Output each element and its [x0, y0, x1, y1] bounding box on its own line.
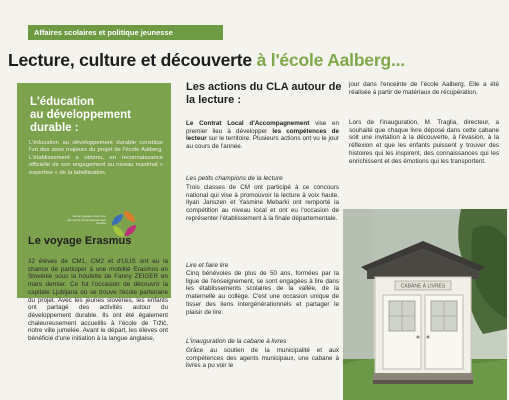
page-title — [8, 50, 508, 71]
cla-intro — [186, 120, 339, 151]
sustainability-title-line: L'éducation — [30, 96, 95, 108]
cla-intro-text-2: sur le territoire. Plusieurs actions ont vu le jour au cours de l'année. — [186, 135, 339, 151]
col3-paragraph-1: jour dans l'enceinte de l'école Aalberg. Elle a été réalisée à partir de matériaux de récupération. — [349, 81, 499, 96]
cabin-sign: CABANE À LIVRES — [400, 283, 446, 290]
headline-accent: à l'école Aalberg... — [256, 50, 405, 70]
section-tag: Affaires scolaires et politique jeunesse — [28, 25, 223, 40]
book-cabin-photo — [343, 209, 507, 400]
inauguration-text: Grâce au soutien de la municipalité et aux compétences des agents municipaux, une cabane à livres a pu voir le — [186, 347, 339, 370]
cla-intro-bold: Le Contrat Local d'Accompagnement — [186, 120, 310, 127]
sustainability-title-line: durable : — [30, 122, 79, 134]
cla-intro-bold-2: les compétences de lecteur — [186, 127, 339, 143]
sustainability-title — [30, 96, 131, 135]
headline-main: Lecture, culture et découverte — [8, 50, 257, 70]
cla-heading: Les actions du CLA autour de la lecture : — [186, 81, 342, 106]
col3-paragraph-2: Lors de l'inauguration, M. Traglia, directeur, a souhaité que chaque livre déposé dans cette cabane soit une invitation à la découverte, à l'évasion, à la réflexion et que les enfants puissent y trouver des histoires qui les inspirent, des connaissances qui les enrichissent et des émotions qui les transportent. — [349, 119, 499, 165]
subhead-champions: Les petits champions de la lecture — [186, 175, 283, 182]
lire-text: Cinq bénévoles de plus de 50 ans, formées par la ligue de l'enseignement, se sont engagées à lire dans les établissements scolaires de la vallée, de la maternelle au collège. C'est une occasion unique de tisser des liens intergénérationnels et partager le plaisir de lire. — [186, 270, 339, 316]
champions-text: Trois classes de CM ont participé à ce concours national qui vise à promouvoir la lecture à voix haute. Ilyan Janszen et Yasmine Mebarki ont remporté la compétition au niveau local et ont eu l'occasion de représenter l'établissement à la finale départementale. — [186, 184, 339, 222]
erasmus-text: 32 élèves de CM1, CM2 et d'ULIS ont eu la chance de participer à une mobilité Erasmus en Slovénie sous la houlette de Fanny ZEIGER en mars dernier. Ce fut l'occasion de découvrir la capitale Ljubljana où se trouve l'école partenaire du projet. Avec les jeunes slovènes, les enfants ont partagé des activités autour du développement durable. Ils ont été également chaleureusement accueillis à l'école de Tržič, notre ville jumelée. Avant le départ, les élèves ont bénéficié d'une initiation à la langue anglaise, — [28, 258, 168, 343]
logo-leaf — [112, 214, 123, 225]
label-logo-caption: Ecole engagée dans une démarche de développement durable — [67, 214, 106, 226]
book-cabin-illustration — [343, 209, 507, 400]
logo-leaf — [124, 211, 135, 222]
cla-intro-text: vise en premier lieu à développer — [186, 120, 340, 135]
sustainability-title-line: au développement — [30, 109, 131, 121]
subhead-lire: Lire et faire lire — [186, 262, 229, 269]
sustainability-text: L'éducation au développement durable constitue l'un des axes majeurs du projet de l'école Aalberg. L'établissement a obtenu, en reconnaissance officielle de son engagement au niveau maximal « expertise » de la labellisation. — [29, 140, 163, 176]
erasmus-heading: Le voyage Erasmus — [28, 235, 132, 247]
subhead-inauguration: L'inauguration de la cabane à livres — [186, 338, 287, 345]
